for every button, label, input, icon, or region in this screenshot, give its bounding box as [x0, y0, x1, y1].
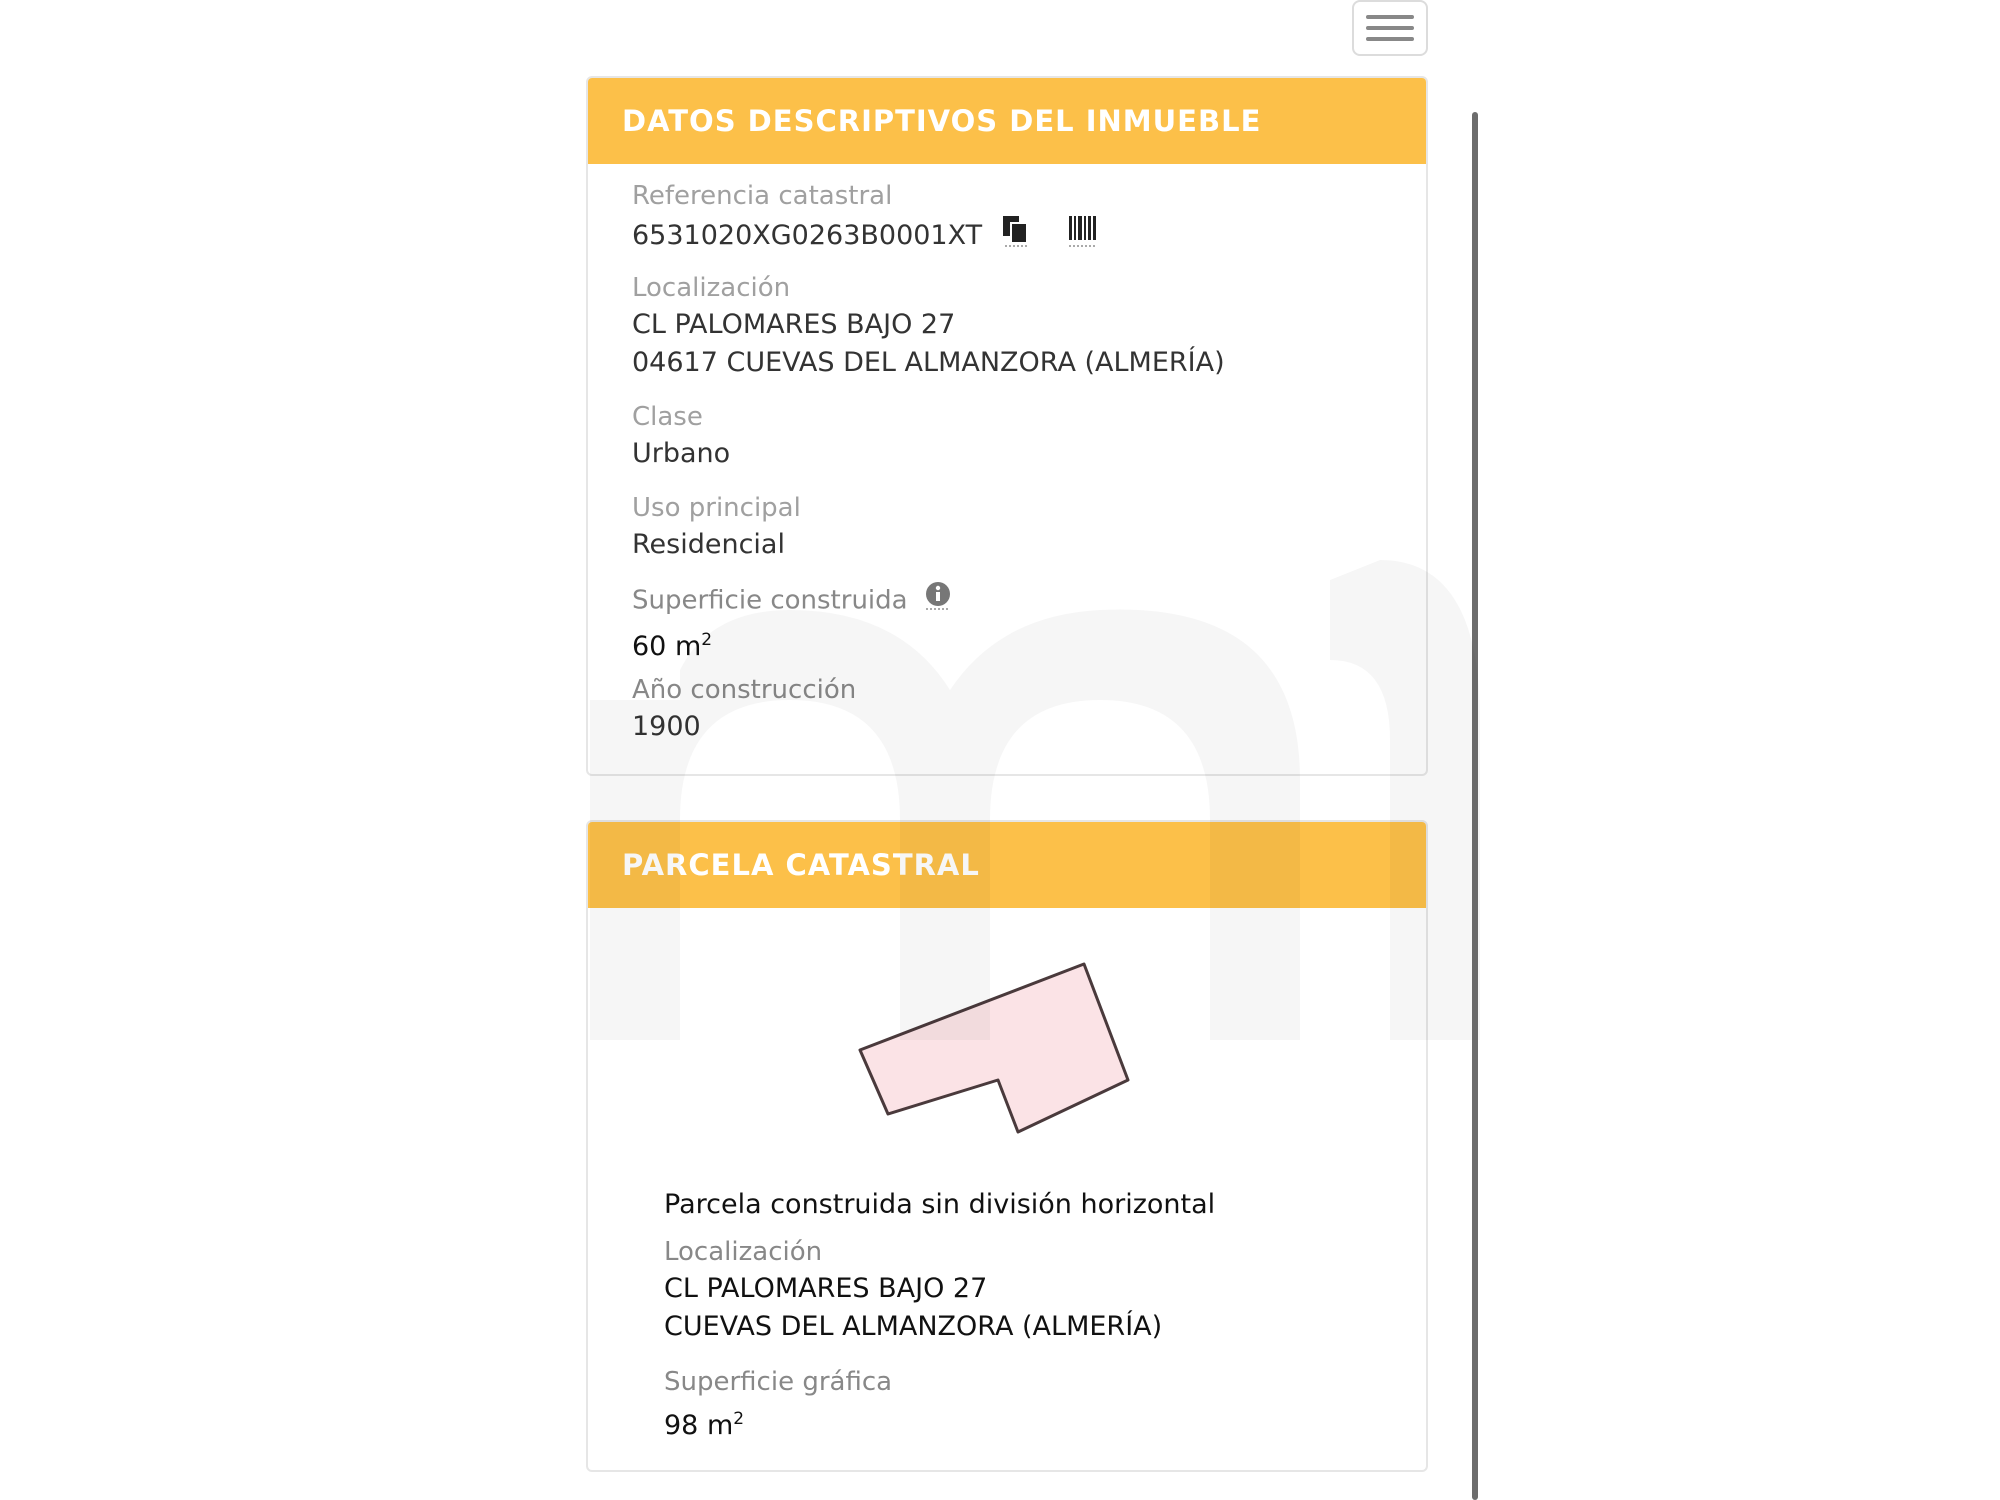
- uso-field: [632, 490, 801, 564]
- parcela-superficie-unit-exponent: 2: [733, 1409, 745, 1429]
- parcela-panel-title: PARCELA CATASTRAL: [588, 822, 1426, 908]
- superficie-unit-exponent: 2: [701, 630, 713, 650]
- ano-label: Año construcción: [632, 675, 857, 705]
- superficie-label: Superficie construida: [632, 585, 908, 616]
- superficie-label-row: [632, 581, 952, 621]
- superficie-value-row: [632, 621, 952, 666]
- menu-button[interactable]: [1352, 0, 1428, 56]
- parcela-localizacion-label: Localización: [664, 1237, 823, 1267]
- parcela-localizacion-field: [664, 1234, 1162, 1346]
- hamburger-menu-icon: [1366, 15, 1414, 19]
- uso-label: Uso principal: [632, 493, 801, 523]
- clase-label: Clase: [632, 402, 703, 432]
- superficie-value: 60 m: [632, 631, 702, 662]
- referencia-value[interactable]: 6531020XG0263B0001XT: [632, 220, 983, 251]
- referencia-label: Referencia catastral: [632, 181, 893, 211]
- parcel-polygon: [860, 964, 1128, 1132]
- localizacion-line1: CL PALOMARES BAJO 27: [632, 309, 956, 340]
- info-icon[interactable]: [924, 581, 952, 621]
- copy-icon[interactable]: [1001, 214, 1033, 259]
- localizacion-label: Localización: [632, 273, 791, 303]
- referencia-value-row: [632, 214, 1099, 259]
- superficie-field: [632, 581, 952, 666]
- parcela-superficie-field: [664, 1364, 892, 1445]
- ano-value: 1900: [632, 711, 701, 742]
- referencia-field: [632, 178, 1099, 259]
- parcela-superficie-value-row: [664, 1400, 892, 1445]
- parcela-superficie-value: 98 m: [664, 1410, 734, 1441]
- parcela-desc: Parcela construida sin división horizontal: [664, 1189, 1216, 1220]
- parcela-panel: [586, 820, 1428, 1472]
- inmueble-panel: [586, 76, 1428, 776]
- uso-value: Residencial: [632, 529, 785, 560]
- barcode-icon[interactable]: [1067, 214, 1099, 259]
- localizacion-field: [632, 270, 1225, 382]
- parcela-superficie-label: Superficie gráfica: [664, 1367, 893, 1397]
- clase-value: Urbano: [632, 438, 731, 469]
- scrollbar[interactable]: [1472, 112, 1478, 1500]
- parcel-map[interactable]: [858, 962, 1158, 1146]
- ano-field: [632, 672, 856, 746]
- inmueble-panel-title: DATOS DESCRIPTIVOS DEL INMUEBLE: [588, 78, 1426, 164]
- localizacion-line2: 04617 CUEVAS DEL ALMANZORA (ALMERÍA): [632, 347, 1225, 378]
- parcela-localizacion-line2: CUEVAS DEL ALMANZORA (ALMERÍA): [664, 1311, 1163, 1342]
- parcela-localizacion-line1: CL PALOMARES BAJO 27: [664, 1273, 988, 1304]
- clase-field: [632, 399, 730, 473]
